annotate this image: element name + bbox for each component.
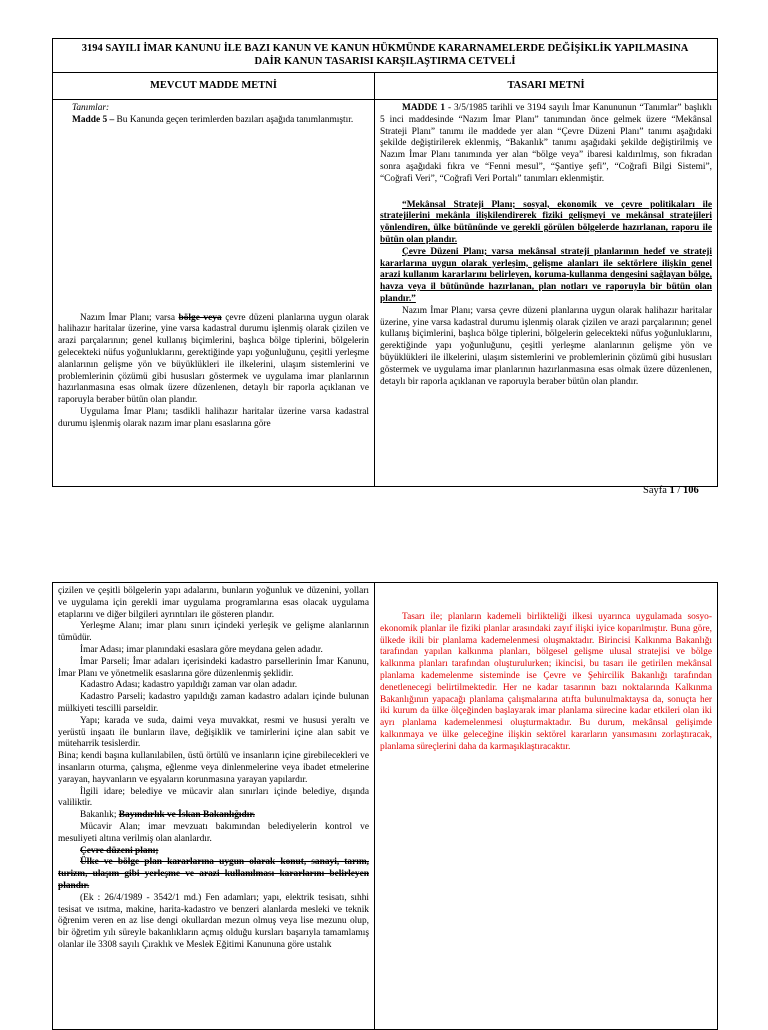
madde-1-paragraph: MADDE 1 - 3/5/1985 tarihli ve 3194 sayılı İmar Kanununun “Tanımlar” başlıklı 5 inci maddesinde “Nazım İmar Planı” tanımından önce gelmek üzere “Mekânsal Strateji Planı” tanımı ile maddede yer alan “Çevre Düzeni Planı” tanımı aşağıdaki şekilde değiştirilerek eklenmiş, “Bakanlık” tanımı aşağıdaki şekilde değiştirilmiş ve Nazım İmar Planı tanımında yer alan “bölge veya” ibaresi kaldırılmış, son fıkradan sonra aşağıdaki fıkra ve “Fenni mesul”, “Şantiye şefi”, “Coğrafi Bilgi Sistemi”, “Coğrafi Veri”, “Coğrafi Veri Portalı” tanımları eklenmiştir. (380, 103, 713, 184)
document-title (53, 39, 718, 73)
definition-paragraph: İmar Adası; imar planındaki esaslara göre meydana gelen adadır. (80, 644, 323, 655)
definitions-label: Tanımlar: (72, 103, 110, 113)
article-5-text: Bu Kanunda geçen terimlerden bazıları aşağıda tanımlanmıştır. (114, 114, 354, 125)
bakanlik-definition: Bakanlık; Bayındırlık ve İskan Bakanlığıdır. (80, 810, 255, 821)
page-number: Sayfa 1 / 106 (643, 485, 699, 496)
current-text-cell (53, 100, 375, 487)
article-5-intro (58, 115, 369, 127)
mekansal-strateji-definition: “Mekânsal Strateji Planı; sosyal, ekonomik ve çevre politikaları ile stratejilerini mekânla ilişkilendirerek fiziki gelişmeyi ve mekânsal stratejileri yönlendiren, ülke bütününde ve gerekli görülen bölgelerde hazırlanan, raporu ile bütün olan plandır. (380, 199, 713, 245)
fen-adamlari-paragraph: (Ek : 26/4/1989 - 3542/1 md.) Fen adamları; yapı, elektrik tesisatı, sıhhi tesisat ve ısıtma, makine, harita-kadastro ve benzeri alanlarda mesleki ve teknik öğrenim veren en az lise dengi okullardan mezun olmuş veya lise mezunu olup, bir öğretim yılı süreyle bakanlıkların açmış olduğu kursları başarıyla tamamlamış olanlar ile 3308 sayılı Çıraklık ve Meslek Eğitimi Kanununa göre ustalık (58, 892, 369, 950)
definition-paragraph: Mücavir Alan; imar mevzuatı bakımından belediyelerin kontrol ve mesuliyeti altına verilmiş olan alanlardır. (58, 821, 369, 844)
current-text-cell-continued (53, 583, 375, 1030)
cevre-duzeni-definition: Çevre Düzeni Planı; varsa mekânsal strateji planlarının hedef ve strateji kararlarına uygun olarak yerleşim, gelişme alanları ile sektörlere ilişkin genel arazi kullanım kararlarını belirleyen, koruma-kullanma dengesini sağlayan bölge, havza veya il bütününde hazırlanan, plan notları ve raporuyla bir bütün olan plandır.” (380, 246, 713, 304)
page-2 (0, 510, 768, 1024)
madde-1-label: MADDE 1 (402, 103, 446, 113)
definition-paragraph: İlgili idare; belediye ve mücavir alan sınırları içinde belediye, dışında valiliktir. (58, 786, 369, 809)
definition-paragraph: Yapı; karada ve suda, daimi veya muvakkat, resmi ve hususi yeraltı ve yerüstü inşaatı ile bunların ilave, değişiklik ve tamirlerini içine alan sabit ve müteharrik tesislerdir. (58, 715, 369, 750)
struck-phrase: bölge veya (178, 312, 222, 323)
definition-paragraph: çizilen ve çeşitli bölgelerin yapı adalarını, bunların yoğunluk ve düzenini, yolları ve uygulama için gerekli imar uygulama programlarına esas olacak uygulama etaplarını ve diğer bilgileri ayrıntıları ile gösteren plandır. (58, 586, 369, 620)
struck-phrase: Bayındırlık ve İskan Bakanlığıdır. (118, 810, 255, 821)
nazim-imar-definition: Nazım İmar Planı; varsa çevre düzeni planlarına uygun olarak halihazır haritalar üzerine, yine varsa kadastral durumu işlenmiş olarak çizilen ve arazi parçalarının; genel kullanış biçimlerini, başlıca bölge tiplerini, bölgelerin gelecekteki nüfus yoğunluklarını, gerektiğinde yapı yoğunluğunu, çeşitli yerleşme alanlarının gelişme yön ve büyüklükleri ile ilkelerini, ulaşım sistemlerini ve problemlerinin çözümü gibi hususları göstermek ve uygulama imar planlarının hazırlanmasına esas olmak üzere düzenlenen, detaylı bir raporla açıklanan ve raporuyla beraber bütün olan plandır. (380, 305, 713, 387)
uygulama-plan-paragraph: Uygulama İmar Planı; tasdikli halihazır haritalar üzerine varsa kadastral durumu işlenmiş olarak nazım imar planı esaslarına göre (58, 406, 369, 429)
definition-paragraph: Bina; kendi başına kullanılabilen, üstü örtülü ve insanların içine girebilecekleri ve insanların oturma, çalışma, eğlenme veya dinlenmelerine veya ibadet etmelerine yarayan, hayvanların ve eşyaların korunmasına yarayan yapılardır. (58, 751, 369, 785)
struck-heading: Çevre düzeni planı; (80, 845, 159, 856)
page-1 (0, 0, 768, 510)
nazim-imar-plan-paragraph: Nazım İmar Planı; varsa bölge veya çevre düzeni planlarına uygun olarak halihazır haritalar üzerine, yine varsa kadastral durumu işlenmiş olarak çizilen ve arazi parçalarının; genel kullanış biçimlerini, başlıca bölge tiplerini, bölgelerin gelecekteki nüfus yoğunluklarını, gerektiğinde yapı yoğunluğunu, çeşitli yerleşme alanlarının gelişme yön ve büyüklükleri ile ilkelerini, ulaşım sistemlerini ve problemlerinin çözümü gibi hususları göstermek ve uygulama imar planlarının hazırlanmasına esas olmak üzere düzenlenen, detaylı bir raporla açıklanan ve raporuyla beraber bütün olan plandır. (58, 312, 369, 406)
struck-definition: Ülke ve bölge plan kararlarına uygun olarak konut, sanayi, tarım, turizm, ulaşım gibi yerleşme ve arazi kullanılması kararlarını belirleyen plandır. (58, 857, 369, 891)
draft-text-cell-continued (375, 583, 718, 1030)
definition-paragraph: İmar Parseli; İmar adaları içerisindeki kadastro parsellerinin İmar Kanunu, İmar Planı ve yönetmelik esaslarına göre düzenlenmiş şeklidir. (58, 656, 369, 679)
comparison-table-continued (52, 582, 718, 1030)
comparison-table (52, 38, 718, 487)
definition-paragraph: Kadastro Adası; kadastro yapıldığı zaman var olan adadır. (80, 680, 298, 691)
article-5-label: Madde 5 – (72, 114, 115, 125)
definition-paragraph: Yerleşme Alanı; imar planı sınırı içindeki yerleşik ve gelişme alanlarının tümüdür. (58, 621, 369, 644)
draft-text-cell (375, 100, 718, 487)
title-line-1: 3194 SAYILI İMAR KANUNU İLE BAZI KANUN VE KANUN HÜKMÜNDE KARARNAMELERDE DEĞİŞİKLİK YAPILMASINA (81, 43, 689, 54)
column-header-current: MEVCUT MADDE METNİ (53, 73, 375, 100)
title-line-2: DAİR KANUN TASARISI KARŞILAŞTIRMA CETVELİ (254, 56, 516, 67)
commentary-red-paragraph: Tasarı ile; planların kademeli birlikteliği ilkesi uyarınca uygulamada sosyo-ekonomik planlar ile fiziki planlar arasındaki zayıf ilişki iyice koparılmıştır. Buna göre, ülkede ikili bir planlama kademelenmesi oluşmaktadır. Birincisi Kalkınma Bakanlığı tarafından yapılan kalkınma planları, bölgesel gelişme ulusal stratejisi ve bölge kalkınma planları tarafından oluşturulurken; ikincisi, bu tasarı ile getirilen mekânsal planlama kademelenme sisteminde ise Çevre ve Şehircilik Bakanlığı tarafından denetlenecegi belirtilmektedir. Her ne kadar tasarının bazı noktalarında Kalkınma Bakanlığının yapacağı planlama çalışmalarına atıfta bulunulmaktaysa da, sonuçta her iki kurum da ülke ölçeğinden başlayarak imar planlama sürecine kadar etkileri olan iki ayrı planlama kademelenmesi oluşturmaktadır. Bu durum, mekânsal gelişimde kalkınmaya ve ülke geleceğine ilişkin sektörel kararların yansımasını zorlaştıracak, planlama süreçlerini daha da karmaşıklaştıracaktır. (380, 612, 712, 752)
definition-paragraph: Kadastro Parseli; kadastro yapıldığı zaman kadastro adaları içinde bulunan mülkiyeti tescilli parseldir. (58, 692, 369, 714)
column-header-draft: TASARI METNİ (375, 73, 718, 100)
